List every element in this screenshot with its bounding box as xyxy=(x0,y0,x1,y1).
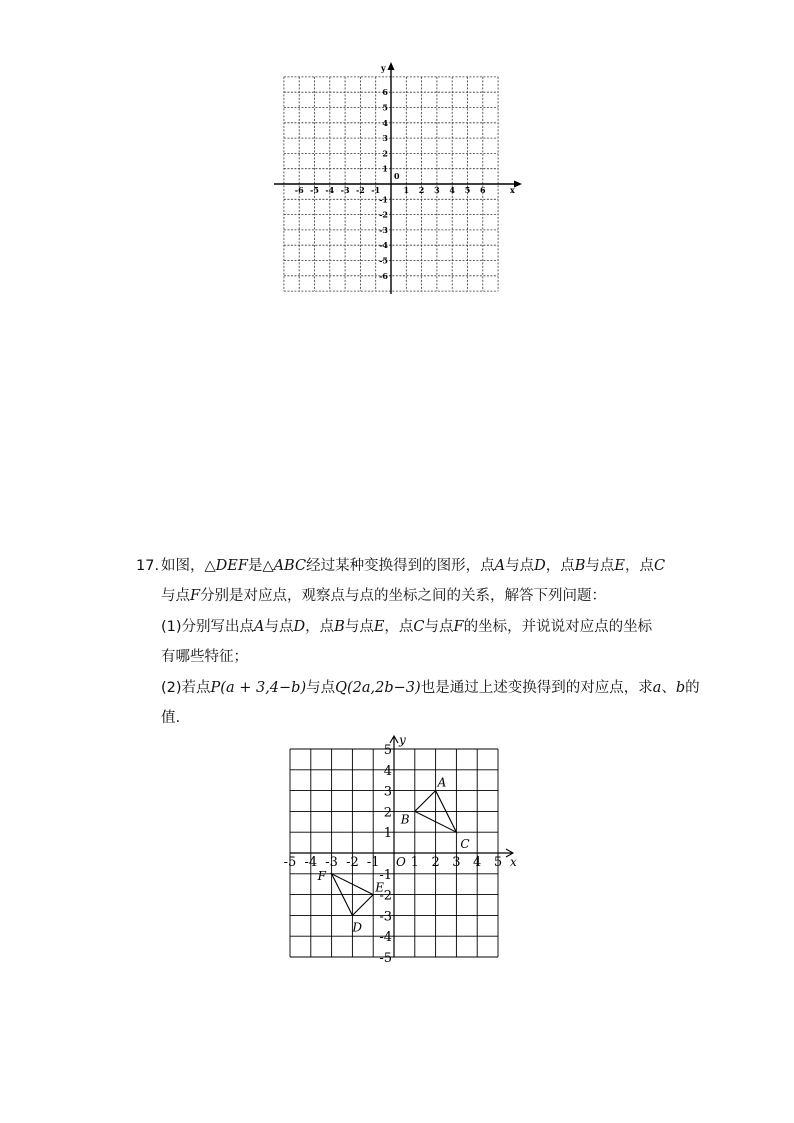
y-tick-label: 3 xyxy=(383,784,392,800)
x-tick-label: 2 xyxy=(431,855,440,870)
origin-label: O xyxy=(396,855,406,869)
y-tick-label: -3 xyxy=(379,224,388,235)
text: 、 xyxy=(661,680,676,696)
x-tick-label: -5 xyxy=(283,855,297,870)
point-b: B xyxy=(334,619,345,635)
part-2-line-2 xyxy=(161,703,180,734)
text: ，点 xyxy=(305,619,335,635)
x-tick-label: -3 xyxy=(325,855,338,870)
part-2-line-1 xyxy=(161,673,700,704)
y-tick-label: -2 xyxy=(379,209,388,220)
point-a: A xyxy=(494,558,506,574)
part-1-line-1 xyxy=(161,612,652,643)
x-tick-label: -6 xyxy=(294,185,304,195)
text: 的坐标，并说说对应点的坐标 xyxy=(463,619,653,635)
point-a: A xyxy=(254,619,265,635)
point-b: B xyxy=(574,558,586,574)
y-tick-label: -4 xyxy=(379,240,388,251)
text: 的 xyxy=(685,680,700,696)
text: ，点 xyxy=(624,558,654,574)
text: 与点 xyxy=(264,619,294,635)
point-label-a: A xyxy=(437,775,447,790)
y-tick-label: -5 xyxy=(379,255,388,266)
y-tick-label: 2 xyxy=(383,805,392,821)
text: (2)若点 xyxy=(161,680,211,696)
y-tick-label: 6 xyxy=(382,87,388,98)
triangle-def: △DEF xyxy=(204,558,248,574)
question-number: 17. xyxy=(136,558,160,574)
x-tick-label: 3 xyxy=(452,855,461,870)
x-tick-label: -3 xyxy=(340,185,350,195)
x-tick-label: -1 xyxy=(366,855,380,870)
x-tick-label: 2 xyxy=(418,185,425,195)
text: 与点 xyxy=(306,680,336,696)
x-tick-label: 4 xyxy=(473,855,482,870)
y-tick-label: -5 xyxy=(379,951,392,966)
y-tick-label: 1 xyxy=(383,826,392,842)
text: 经过某种变换得到的图形，点 xyxy=(306,558,495,574)
x-tick-label: 5 xyxy=(493,855,503,870)
point-e: E xyxy=(614,558,625,574)
text: 有哪些特征； xyxy=(161,649,248,665)
text: 也是通过上述变换得到的对应点，求 xyxy=(420,680,653,696)
text: 与点 xyxy=(505,558,535,574)
y-tick-label: -1 xyxy=(379,194,388,205)
text: ，点 xyxy=(384,619,414,635)
point-q-expression: Q(2a,2b−3) xyxy=(335,680,421,696)
text: 与点 xyxy=(585,558,615,574)
x-tick-label: -4 xyxy=(325,185,335,195)
y-tick-label: -2 xyxy=(379,888,392,904)
variable-a: a xyxy=(652,680,662,696)
x-tick-label: -2 xyxy=(355,185,365,195)
x-tick-label: -4 xyxy=(304,855,318,870)
point-e: E xyxy=(373,619,385,635)
text: 如图， xyxy=(161,558,205,574)
point-f: F xyxy=(190,588,201,604)
y-tick-label: 2 xyxy=(382,148,388,159)
triangle-coordinate-plane xyxy=(276,730,526,972)
triangle-abc: △ABC xyxy=(262,558,307,574)
x-axis-label: x xyxy=(510,855,517,869)
y-tick-label: 5 xyxy=(383,743,392,758)
text: 分别是对应点，观察点与点的坐标之间的关系，解答下列问题： xyxy=(200,588,607,604)
y-tick-label: 1 xyxy=(382,163,388,174)
text: ，点 xyxy=(545,558,575,574)
point-p-expression: P(a + 3,4−b) xyxy=(210,680,307,696)
y-tick-label: 5 xyxy=(382,102,388,113)
point-label-e: E xyxy=(375,880,384,895)
x-tick-label: -2 xyxy=(346,855,359,870)
y-tick-label: 4 xyxy=(382,117,388,128)
point-label-d: D xyxy=(352,920,363,935)
x-axis-arrow xyxy=(514,181,522,188)
x-tick-label: -5 xyxy=(310,185,319,195)
y-tick-label: -4 xyxy=(379,930,392,946)
variable-b: b xyxy=(675,680,686,696)
y-axis-label: y xyxy=(399,733,406,747)
part-1-line-2 xyxy=(161,642,248,673)
x-tick-label: 3 xyxy=(434,185,440,195)
point-d: D xyxy=(293,619,306,635)
x-tick-label: -1 xyxy=(371,185,381,195)
x-tick-label: 6 xyxy=(480,185,486,195)
point-d: D xyxy=(534,558,546,574)
text: 值. xyxy=(161,710,181,726)
point-label-c: C xyxy=(460,837,470,852)
y-axis-label: y xyxy=(381,63,386,73)
x-tick-label: 4 xyxy=(449,185,455,195)
y-tick-label: -6 xyxy=(379,270,388,281)
text: (1)分别写出点 xyxy=(161,619,255,635)
x-axis-label: x xyxy=(510,185,515,195)
point-f: F xyxy=(453,619,464,635)
x-tick-label: 5 xyxy=(464,185,471,195)
origin-label: 0 xyxy=(394,171,400,181)
question-line-1 xyxy=(161,551,665,582)
point-label-b: B xyxy=(400,812,410,827)
y-tick-label: 4 xyxy=(383,763,392,779)
y-axis-arrow xyxy=(388,62,395,70)
question-line-2 xyxy=(161,581,606,612)
y-tick-label: -3 xyxy=(379,909,392,925)
text: 与点 xyxy=(161,588,190,604)
y-tick-label: 3 xyxy=(382,133,388,144)
blank-coordinate-grid xyxy=(266,58,528,298)
text: 与点 xyxy=(424,619,454,635)
point-c: C xyxy=(653,558,666,574)
point-label-f: F xyxy=(317,868,326,883)
y-tick-label: -1 xyxy=(379,867,392,883)
x-tick-label: 1 xyxy=(403,185,410,195)
x-tick-label: 1 xyxy=(410,855,419,870)
point-c: C xyxy=(413,619,425,635)
text: 是 xyxy=(247,558,263,574)
text: 与点 xyxy=(344,619,374,635)
